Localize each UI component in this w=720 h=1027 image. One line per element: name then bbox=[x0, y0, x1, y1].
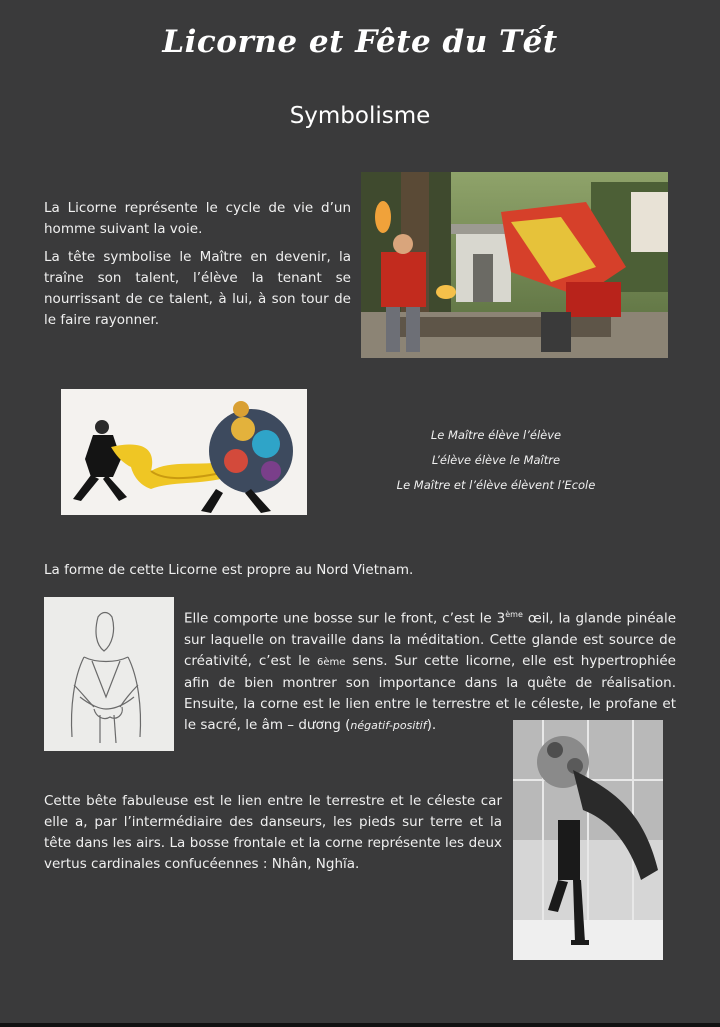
page-title: Licorne et Fête du Tết bbox=[162, 24, 558, 60]
bosse-text-part-3: sens. Sur cette licorne, elle est hypertrophiée afin de bien montrer son importance dans la quête de réalisation. Ensuite, la corne est le lien entre le terrestre et le céleste, le profane et le sacré, le âm – dương ( bbox=[184, 652, 676, 733]
quote-line-3: Le Maître et l’élève élèvent l’Ecole bbox=[396, 478, 596, 492]
intro-text bbox=[44, 198, 351, 338]
master-student-quote bbox=[380, 423, 612, 498]
forme-text: La forme de cette Licorne est propre au Nord Vietnam. bbox=[44, 562, 414, 578]
bosse-text bbox=[184, 604, 676, 736]
page-bottom-border bbox=[0, 1023, 720, 1027]
bete-text: Cette bête fabuleuse est le lien entre le terrestre et le céleste car elle a, par l’intermédiaire des danseurs, les pieds sur terre et la tête dans les airs. La bosse frontale et la corne représente les deux vertus cardinales confucéennes : Nhân, Nghĩa. bbox=[44, 793, 502, 872]
quote-line-1: Le Maître élève l’élève bbox=[430, 428, 562, 442]
section-heading: Symbolisme bbox=[289, 103, 431, 129]
martial-artist-sketch bbox=[44, 597, 174, 751]
bosse-superscript: ème bbox=[505, 610, 523, 619]
bosse-text-part-1: Elle comporte une bosse sur le front, c’est le 3 bbox=[184, 610, 506, 627]
festival-dance-photo bbox=[361, 172, 668, 358]
intro-paragraph-1: La Licorne représente le cycle de vie d’un homme suivant la voie. bbox=[44, 200, 351, 237]
lion-dance-bw-photo bbox=[513, 720, 663, 960]
master-lion-photo bbox=[61, 389, 307, 515]
bosse-text-part-4: ). bbox=[426, 716, 437, 733]
bosse-italic-text: négatif-positif bbox=[350, 718, 427, 732]
bosse-text-part-2: œil, la glande pinéale sur laquelle on travaille dans la méditation. Cette glande est source de créativité, c’est le bbox=[184, 610, 677, 669]
bosse-small-text: 6ème bbox=[317, 656, 346, 668]
intro-paragraph-2: La tête symbolise le Maître en devenir, la traîne son talent, l’élève la tenant se nourrissant de ce talent, à lui, à son tour de le faire rayonner. bbox=[44, 249, 351, 328]
quote-line-2: L’élève élève le Maître bbox=[431, 453, 561, 467]
